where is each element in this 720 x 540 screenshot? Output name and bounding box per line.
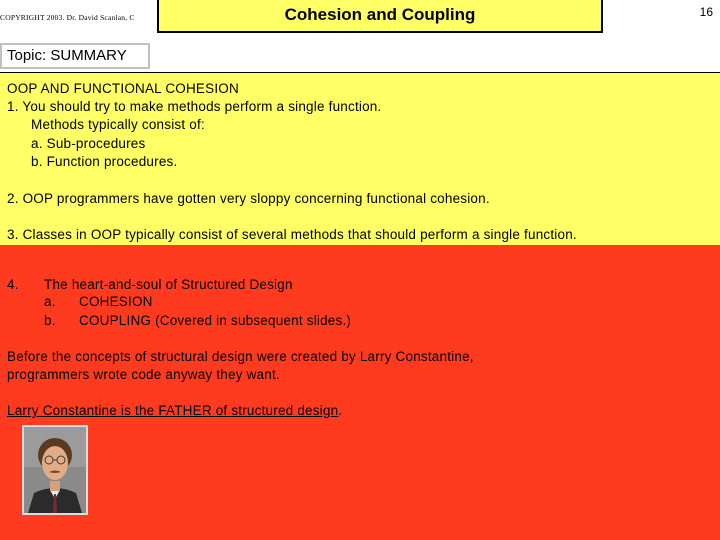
father-statement-period: .: [338, 403, 343, 418]
paragraph-line-2: programmers wrote code anyway they want.: [7, 367, 280, 382]
list-item-4-b-number: b.: [44, 313, 56, 328]
slide-title: Cohesion and Coupling: [157, 0, 603, 33]
portrait-photo-graphic: [24, 427, 86, 513]
copyright-notice: COPYRIGHT 2003. Dr. David Scanlan, C: [0, 13, 135, 22]
topic-label: Topic: SUMMARY: [0, 43, 150, 69]
list-item-1: 1. You should try to make methods perform a single function.: [7, 99, 382, 114]
father-statement-text: Larry Constantine is the FATHER of structured design: [7, 403, 339, 418]
list-item-4-a-number: a.: [44, 294, 56, 309]
list-item-1-continuation: Methods typically consist of:: [31, 117, 205, 132]
list-item-1-a: a. Sub-procedures: [31, 136, 146, 151]
paragraph-line-1: Before the concepts of structural design were created by Larry Constantine,: [7, 349, 474, 364]
list-item-4-number: 4.: [7, 277, 19, 292]
father-statement: [7, 403, 342, 418]
page-number: 16: [699, 5, 713, 19]
portrait-photo: [22, 425, 88, 515]
list-item-4: The heart-and-soul of Structured Design: [44, 277, 293, 292]
list-item-3: 3. Classes in OOP typically consist of several methods that should perform a single function.: [7, 227, 577, 242]
section-heading: OOP AND FUNCTIONAL COHESION: [7, 81, 239, 96]
list-item-1-b: b. Function procedures.: [31, 154, 178, 169]
list-item-4-a: COHESION: [79, 294, 153, 309]
list-item-4-b: COUPLING (Covered in subsequent slides.): [79, 313, 352, 328]
list-item-2: 2. OOP programmers have gotten very sloppy concerning functional cohesion.: [7, 191, 490, 206]
